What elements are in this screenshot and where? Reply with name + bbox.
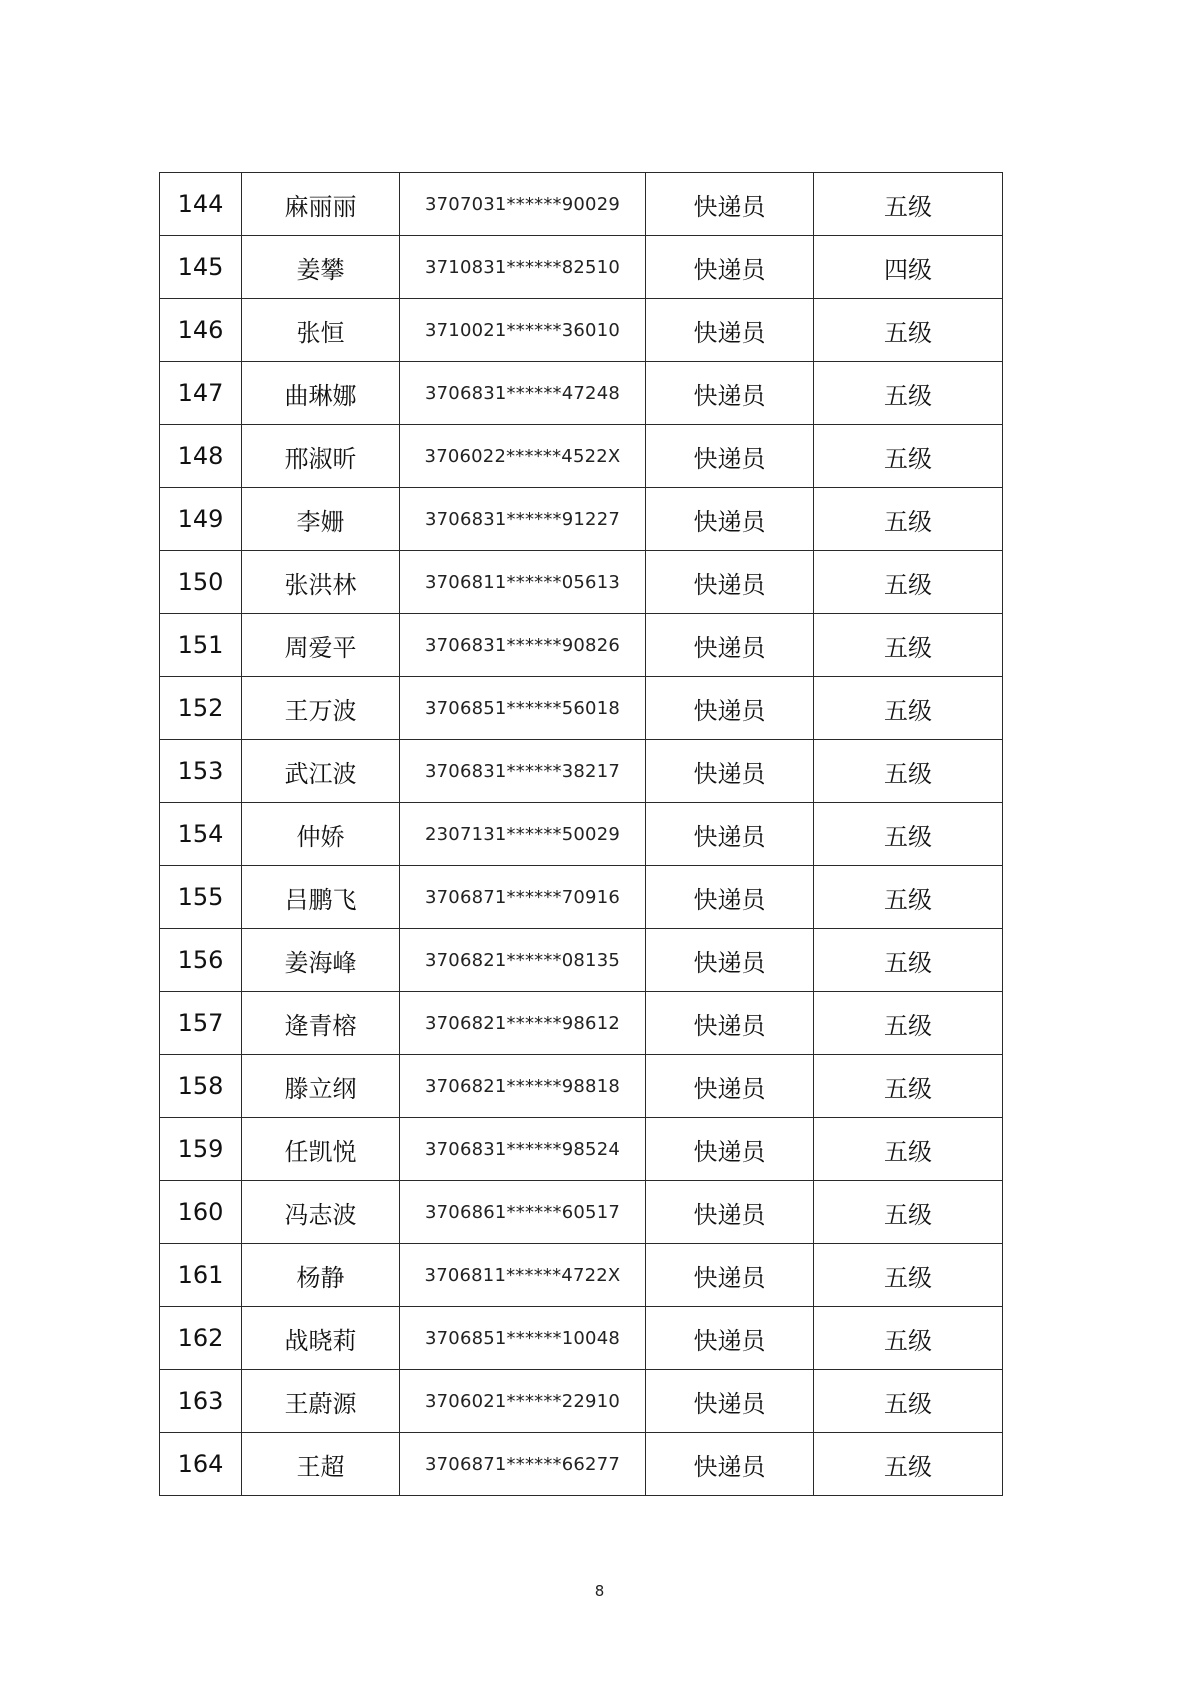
occupation-cell: 快递员 <box>646 1055 814 1118</box>
id-number-cell: 3706871******70916 <box>400 866 646 929</box>
occupation-cell: 快递员 <box>646 866 814 929</box>
occupation-cell: 快递员 <box>646 299 814 362</box>
table-row <box>160 1181 1003 1244</box>
id-number-cell: 3706831******91227 <box>400 488 646 551</box>
id-number-cell: 3706811******4722X <box>400 1244 646 1307</box>
person-name-cell: 周爱平 <box>242 614 400 677</box>
skill-level-cell: 五级 <box>814 551 1003 614</box>
person-name-cell: 逄青榕 <box>242 992 400 1055</box>
skill-level-cell: 五级 <box>814 1433 1003 1496</box>
id-number-cell: 3706831******90826 <box>400 614 646 677</box>
roster-table-body <box>160 173 1003 1496</box>
skill-level-cell: 五级 <box>814 740 1003 803</box>
table-row <box>160 425 1003 488</box>
id-number-cell: 3706831******98524 <box>400 1118 646 1181</box>
person-name-cell: 武江波 <box>242 740 400 803</box>
id-number-cell: 3706811******05613 <box>400 551 646 614</box>
table-row <box>160 551 1003 614</box>
id-number-cell: 2307131******50029 <box>400 803 646 866</box>
id-number-cell: 3706022******4522X <box>400 425 646 488</box>
table-row <box>160 1244 1003 1307</box>
occupation-cell: 快递员 <box>646 551 814 614</box>
id-number-cell: 3706831******38217 <box>400 740 646 803</box>
table-row <box>160 362 1003 425</box>
row-number-cell: 157 <box>160 992 242 1055</box>
person-name-cell: 仲娇 <box>242 803 400 866</box>
table-row <box>160 740 1003 803</box>
occupation-cell: 快递员 <box>646 425 814 488</box>
occupation-cell: 快递员 <box>646 1433 814 1496</box>
row-number-cell: 160 <box>160 1181 242 1244</box>
id-number-cell: 3706851******56018 <box>400 677 646 740</box>
person-name-cell: 姜海峰 <box>242 929 400 992</box>
id-number-cell: 3706821******98612 <box>400 992 646 1055</box>
id-number-cell: 3706871******66277 <box>400 1433 646 1496</box>
id-number-cell: 3710021******36010 <box>400 299 646 362</box>
occupation-cell: 快递员 <box>646 1181 814 1244</box>
row-number-cell: 149 <box>160 488 242 551</box>
skill-level-cell: 五级 <box>814 866 1003 929</box>
row-number-cell: 153 <box>160 740 242 803</box>
person-name-cell: 任凯悦 <box>242 1118 400 1181</box>
occupation-cell: 快递员 <box>646 803 814 866</box>
row-number-cell: 164 <box>160 1433 242 1496</box>
occupation-cell: 快递员 <box>646 173 814 236</box>
person-name-cell: 冯志波 <box>242 1181 400 1244</box>
table-row <box>160 1307 1003 1370</box>
occupation-cell: 快递员 <box>646 1118 814 1181</box>
occupation-cell: 快递员 <box>646 1370 814 1433</box>
skill-level-cell: 五级 <box>814 929 1003 992</box>
row-number-cell: 144 <box>160 173 242 236</box>
row-number-cell: 154 <box>160 803 242 866</box>
row-number-cell: 162 <box>160 1307 242 1370</box>
row-number-cell: 163 <box>160 1370 242 1433</box>
table-row <box>160 1055 1003 1118</box>
person-name-cell: 张恒 <box>242 299 400 362</box>
person-name-cell: 王万波 <box>242 677 400 740</box>
skill-level-cell: 四级 <box>814 236 1003 299</box>
id-number-cell: 3706851******10048 <box>400 1307 646 1370</box>
table-row <box>160 488 1003 551</box>
table-row <box>160 299 1003 362</box>
roster-table <box>159 172 1003 1496</box>
occupation-cell: 快递员 <box>646 362 814 425</box>
skill-level-cell: 五级 <box>814 614 1003 677</box>
row-number-cell: 146 <box>160 299 242 362</box>
row-number-cell: 155 <box>160 866 242 929</box>
person-name-cell: 滕立纲 <box>242 1055 400 1118</box>
table-row <box>160 1433 1003 1496</box>
person-name-cell: 王超 <box>242 1433 400 1496</box>
person-name-cell: 王蔚源 <box>242 1370 400 1433</box>
skill-level-cell: 五级 <box>814 1118 1003 1181</box>
table-row <box>160 866 1003 929</box>
table-row <box>160 803 1003 866</box>
row-number-cell: 161 <box>160 1244 242 1307</box>
person-name-cell: 战晓莉 <box>242 1307 400 1370</box>
skill-level-cell: 五级 <box>814 488 1003 551</box>
occupation-cell: 快递员 <box>646 929 814 992</box>
occupation-cell: 快递员 <box>646 740 814 803</box>
table-row <box>160 929 1003 992</box>
skill-level-cell: 五级 <box>814 677 1003 740</box>
skill-level-cell: 五级 <box>814 1244 1003 1307</box>
skill-level-cell: 五级 <box>814 173 1003 236</box>
skill-level-cell: 五级 <box>814 1370 1003 1433</box>
person-name-cell: 曲琳娜 <box>242 362 400 425</box>
id-number-cell: 3706821******08135 <box>400 929 646 992</box>
id-number-cell: 3707031******90029 <box>400 173 646 236</box>
table-row <box>160 236 1003 299</box>
person-name-cell: 杨静 <box>242 1244 400 1307</box>
skill-level-cell: 五级 <box>814 425 1003 488</box>
row-number-cell: 147 <box>160 362 242 425</box>
id-number-cell: 3710831******82510 <box>400 236 646 299</box>
person-name-cell: 张洪林 <box>242 551 400 614</box>
row-number-cell: 148 <box>160 425 242 488</box>
occupation-cell: 快递员 <box>646 677 814 740</box>
skill-level-cell: 五级 <box>814 1181 1003 1244</box>
row-number-cell: 158 <box>160 1055 242 1118</box>
id-number-cell: 3706831******47248 <box>400 362 646 425</box>
table-row <box>160 614 1003 677</box>
person-name-cell: 吕鹏飞 <box>242 866 400 929</box>
row-number-cell: 156 <box>160 929 242 992</box>
person-name-cell: 李姗 <box>242 488 400 551</box>
skill-level-cell: 五级 <box>814 1055 1003 1118</box>
person-name-cell: 姜攀 <box>242 236 400 299</box>
table-row <box>160 1118 1003 1181</box>
row-number-cell: 159 <box>160 1118 242 1181</box>
table-row <box>160 1370 1003 1433</box>
occupation-cell: 快递员 <box>646 236 814 299</box>
page-number: 8 <box>594 1582 605 1600</box>
occupation-cell: 快递员 <box>646 992 814 1055</box>
occupation-cell: 快递员 <box>646 488 814 551</box>
skill-level-cell: 五级 <box>814 362 1003 425</box>
row-number-cell: 150 <box>160 551 242 614</box>
skill-level-cell: 五级 <box>814 992 1003 1055</box>
occupation-cell: 快递员 <box>646 1244 814 1307</box>
id-number-cell: 3706861******60517 <box>400 1181 646 1244</box>
occupation-cell: 快递员 <box>646 614 814 677</box>
id-number-cell: 3706021******22910 <box>400 1370 646 1433</box>
row-number-cell: 152 <box>160 677 242 740</box>
person-name-cell: 邢淑昕 <box>242 425 400 488</box>
table-row <box>160 992 1003 1055</box>
skill-level-cell: 五级 <box>814 1307 1003 1370</box>
id-number-cell: 3706821******98818 <box>400 1055 646 1118</box>
skill-level-cell: 五级 <box>814 299 1003 362</box>
occupation-cell: 快递员 <box>646 1307 814 1370</box>
table-row <box>160 677 1003 740</box>
person-name-cell: 麻丽丽 <box>242 173 400 236</box>
row-number-cell: 151 <box>160 614 242 677</box>
table-row <box>160 173 1003 236</box>
skill-level-cell: 五级 <box>814 803 1003 866</box>
row-number-cell: 145 <box>160 236 242 299</box>
